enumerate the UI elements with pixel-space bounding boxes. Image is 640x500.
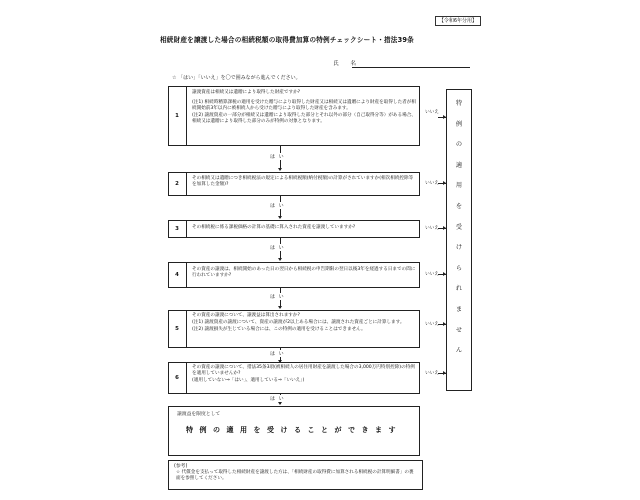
yes-arrowhead-4 <box>278 306 282 309</box>
eligible-subtext: 譲渡益を限度として <box>177 412 221 417</box>
question-text-5 <box>192 313 416 333</box>
question-number-4: 4 <box>168 262 187 288</box>
name-input-line[interactable] <box>352 67 470 68</box>
reference-label: (参考) <box>174 464 188 469</box>
question-number-1: 1 <box>168 86 187 146</box>
yes-label-1[interactable]: は い <box>270 154 285 160</box>
yes-label-5[interactable]: は い <box>270 351 285 357</box>
instruction-text: ☆ 「はい」「いいえ」を〇で囲みながら進んでください。 <box>172 75 301 81</box>
not-eligible-char: せ <box>455 326 463 334</box>
not-eligible-char: の <box>455 141 463 149</box>
yes-label-6[interactable]: は い <box>270 396 285 402</box>
question-1-note-1: (注1) 相続時精算課税の適用を受けた贈与により取得した財産又は相続又は遺贈により財産を取得した者が相続開始前3年以内に被相続人から受けた贈与により取得した財産を含みます。 <box>192 100 416 111</box>
question-1-note-2: (注2) 譲渡資産の一部分が相続又は遺贈により取得した部分とそれ以外の部分（自己取得分等）がある場合、相続又は遺贈により取得した部分のみが特例の対象となります。 <box>192 113 416 124</box>
question-text-3: その相続税に係る課税価格の計算の基礎に算入された資産を譲渡していますか? <box>192 225 356 230</box>
not-eligible-char: を <box>455 202 463 210</box>
question-number-5: 5 <box>168 310 187 348</box>
not-eligible-box <box>446 89 472 391</box>
question-text-1 <box>192 90 416 125</box>
not-eligible-char: ま <box>455 305 463 313</box>
eligible-main-text: 特例の適用を受けることができます <box>186 426 402 434</box>
question-6-main: その資産の譲渡について、措法35条3項(被相続人の居住用財産を譲渡した場合の3,000万円特別控除)の特例を適用していませんか? <box>192 365 415 376</box>
no-label-2[interactable]: いいえ <box>425 181 439 186</box>
yes-label-4[interactable]: は い <box>270 294 285 300</box>
question-text-2: その相続又は遺贈につき相続税法の規定による相続税額(納付税額)の計算がされていますか(相次相続控除等を加算した金額)? <box>192 176 414 187</box>
question-5-main: その資産の譲渡について、譲渡益は算出されますか? <box>192 313 300 318</box>
not-eligible-vertical <box>447 94 471 362</box>
not-eligible-text <box>447 94 471 362</box>
question-number-3: 3 <box>168 220 187 238</box>
not-eligible-char: 適 <box>455 161 463 169</box>
yes-label-3[interactable]: は い <box>270 245 285 251</box>
name-label: 氏 名 <box>333 61 361 67</box>
not-eligible-char: ら <box>455 264 463 272</box>
not-eligible-char: 例 <box>455 120 463 128</box>
no-label-6[interactable]: いいえ <box>425 371 439 376</box>
not-eligible-char: れ <box>455 285 463 293</box>
no-label-1[interactable]: いいえ <box>425 110 439 115</box>
yes-label-2[interactable]: は い <box>270 203 285 209</box>
year-stamp: 【令和6年分用】 <box>435 16 481 26</box>
not-eligible-char: け <box>455 244 463 252</box>
no-label-5[interactable]: いいえ <box>425 322 439 327</box>
not-eligible-char: 用 <box>455 182 463 190</box>
not-eligible-char: 受 <box>455 223 463 231</box>
question-6-note-1: (適用していない⇒「はい」、適用している⇒「いいえ」) <box>192 378 305 383</box>
not-eligible-char: 特 <box>455 100 463 107</box>
question-5-note-2: (注2) 譲渡損失が生じている場合には、この特例の適用を受けることはできません。 <box>192 327 366 332</box>
question-text-4: その資産の譲渡は、相続開始のあった日の翌日から相続税の申告期限の翌日以後3年を経過する日までの間に行われていますか? <box>192 267 416 278</box>
yes-arrowhead-2 <box>278 216 282 219</box>
reference-text: ☆ 代償金を支払って取得した相続財産を譲渡した方は、「相続財産の取得費に加算される相続税の計算明細書」の裏面を参照してください。 <box>176 470 414 482</box>
yes-arrowhead-1 <box>278 168 282 171</box>
question-5-note-1: (注1) 譲渡資産の譲渡について、資産の譲渡が2以上ある場合には、譲渡された資産ごとに計算します。 <box>192 320 405 325</box>
page-title: 相続財産を譲渡した場合の相続税額の取得費加算の特例チェックシート・措法39条 <box>160 36 414 44</box>
yes-arrowhead-6 <box>278 402 282 405</box>
question-1-main: 譲渡資産は相続又は遺贈により取得した財産ですか? <box>192 90 301 95</box>
question-number-6: 6 <box>168 362 187 394</box>
yes-arrowhead-3 <box>278 258 282 261</box>
not-eligible-char: ん <box>455 347 463 355</box>
no-label-4[interactable]: いいえ <box>425 272 439 277</box>
no-label-3[interactable]: いいえ <box>425 226 439 231</box>
question-text-6 <box>192 365 416 384</box>
question-number-2: 2 <box>168 172 187 196</box>
